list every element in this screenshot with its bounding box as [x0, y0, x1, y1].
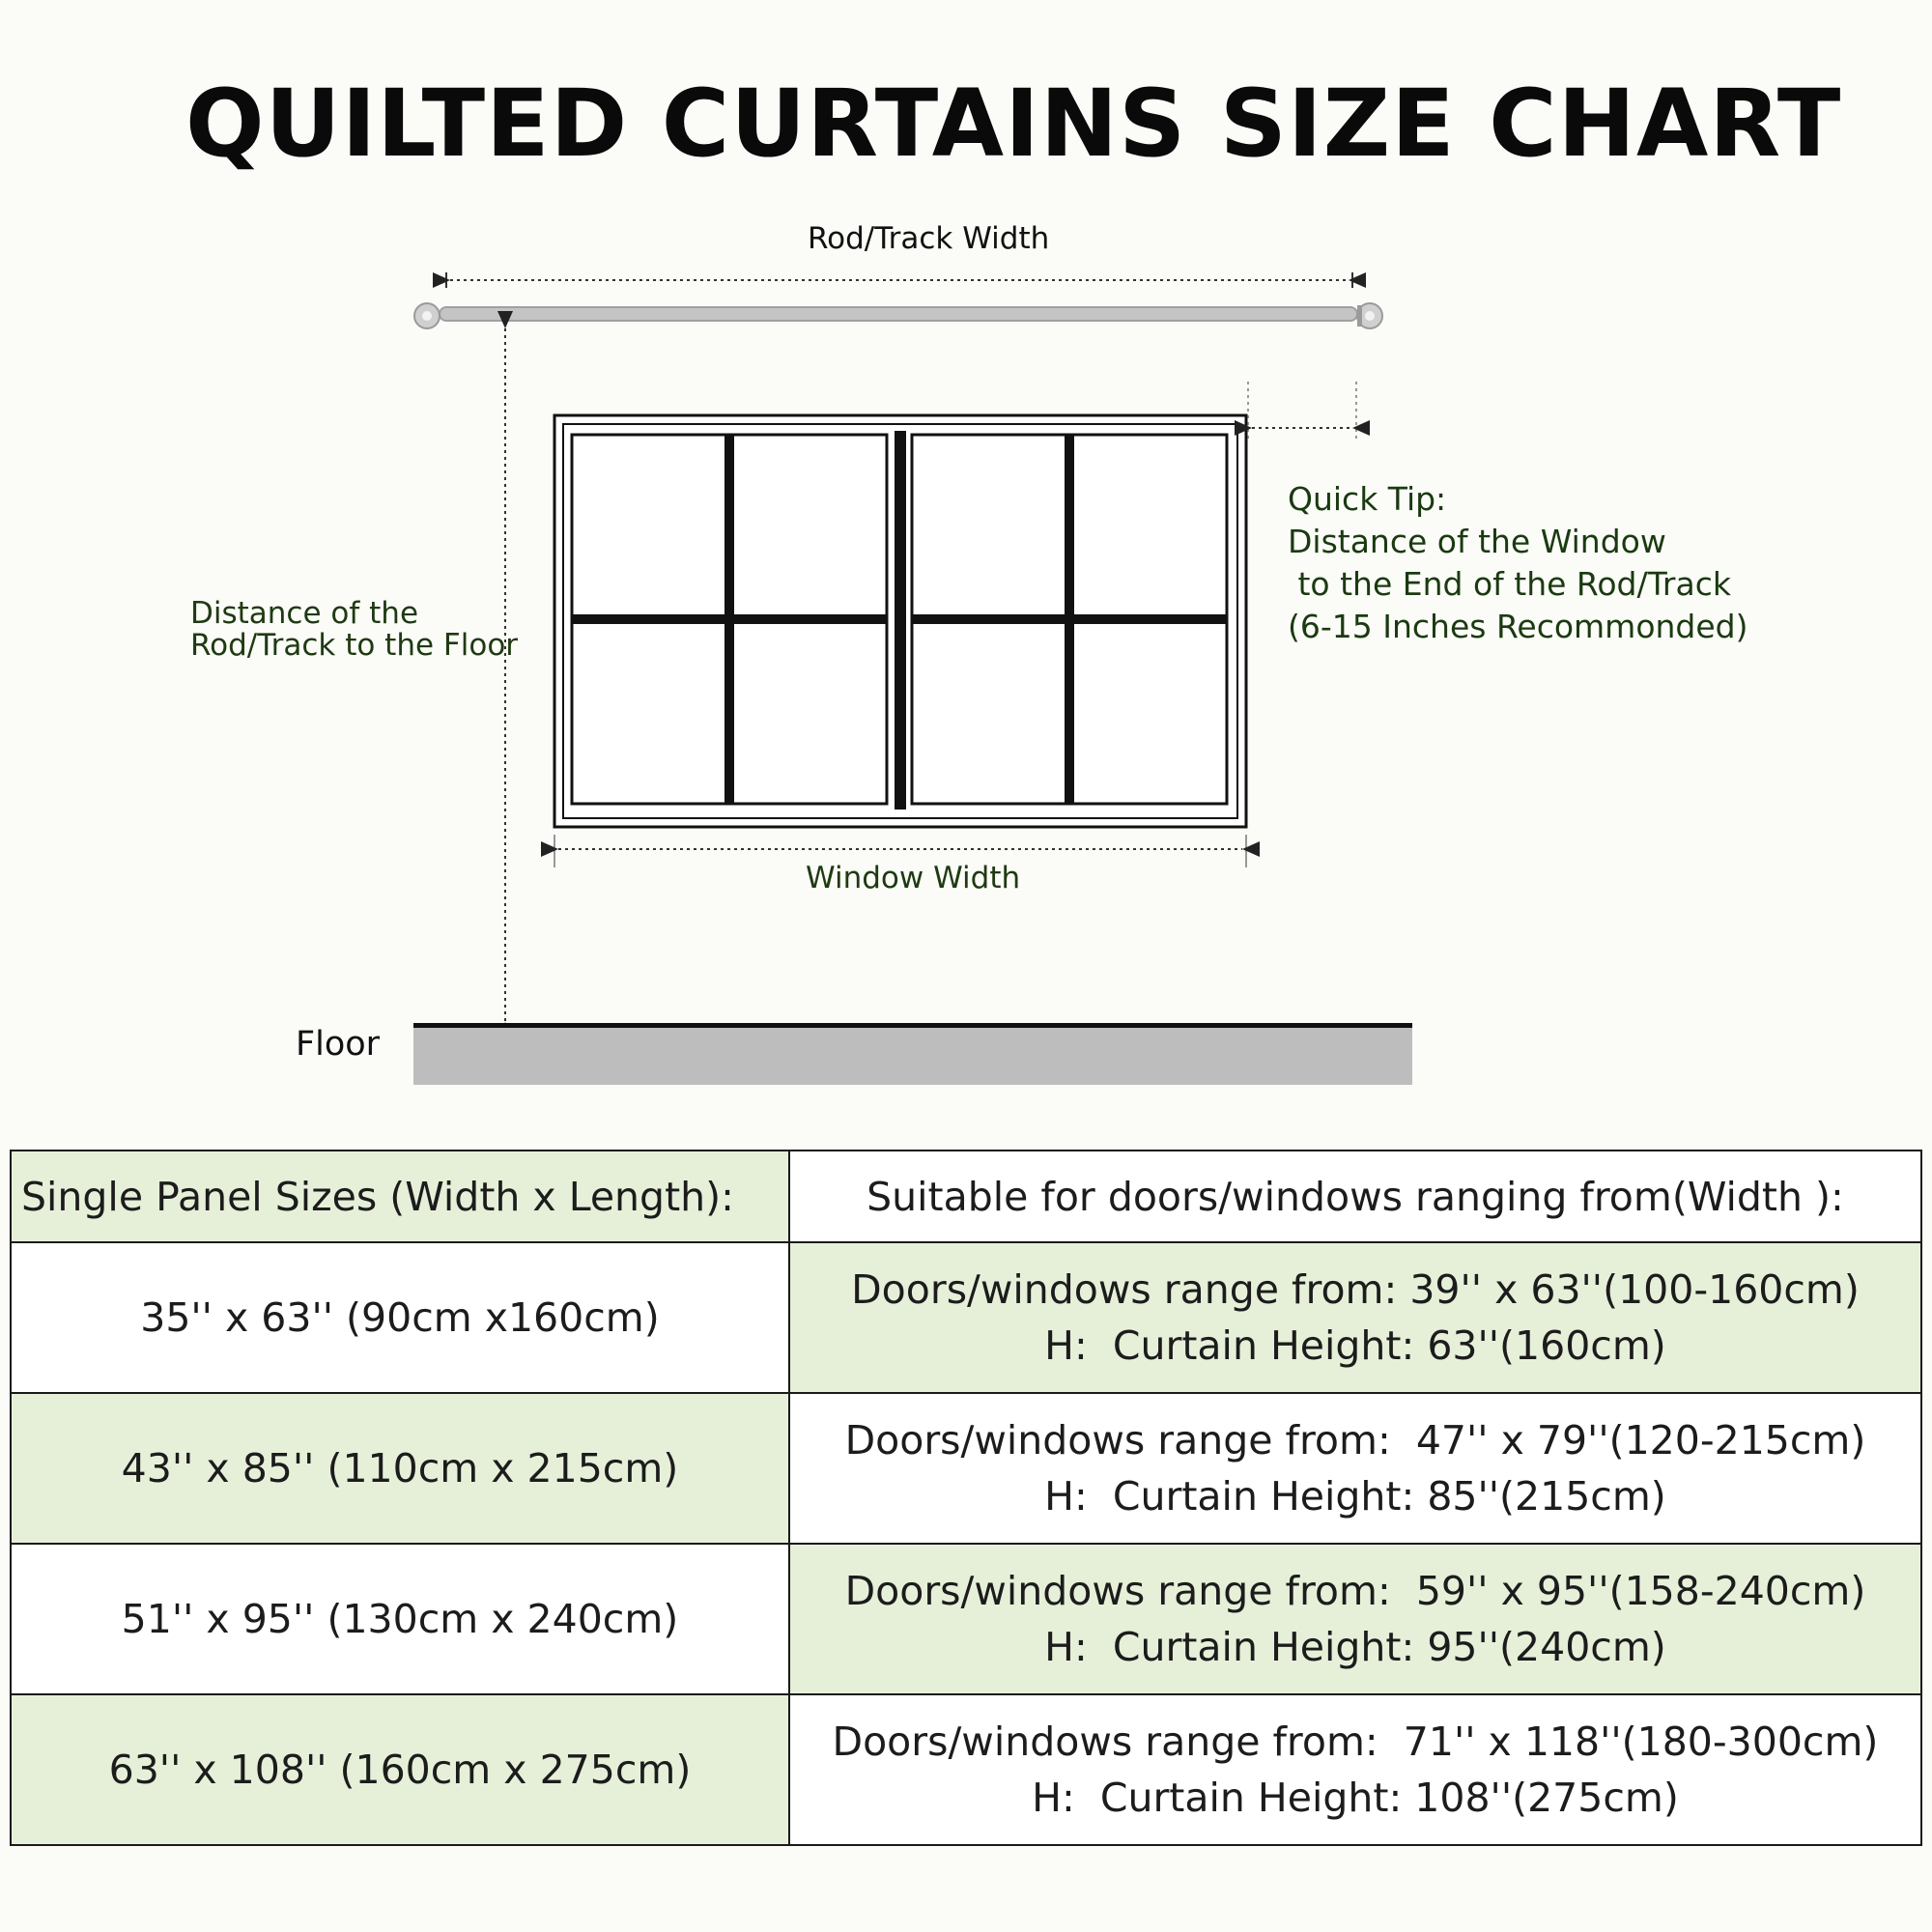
window-to-rod-end-dimension — [1248, 382, 1356, 440]
quick-tip-line: (6-15 Inches Recommonded) — [1288, 608, 1748, 645]
range-text: Doors/windows range from: 59'' x 95''(158-240cm) — [844, 1568, 1866, 1614]
window-width-label: Window Width — [806, 861, 1021, 895]
rod-width-label: Rod/Track Width — [808, 221, 1050, 256]
range-cell — [789, 1393, 1921, 1544]
size-table — [10, 1150, 1922, 1846]
curtain-rod — [414, 303, 1382, 328]
table-row — [11, 1242, 1921, 1393]
rod-floor-label-line2: Rod/Track to the Floor — [190, 628, 519, 663]
range-text: Doors/windows range from: 71'' x 118''(180-300cm) — [832, 1719, 1879, 1765]
window-illustration — [554, 415, 1246, 827]
range-cell — [789, 1544, 1921, 1694]
quick-tip-line: Distance of the Window — [1288, 523, 1666, 560]
floor-label: Floor — [296, 1025, 381, 1064]
header-panel-sizes: Single Panel Sizes (Width x Length): — [11, 1151, 789, 1242]
table-row — [11, 1393, 1921, 1544]
table-row — [11, 1694, 1921, 1845]
rod-width-dimension — [446, 272, 1352, 288]
page-title: QUILTED CURTAINS SIZE CHART — [185, 70, 1842, 178]
quick-tip — [1288, 478, 1748, 648]
panel-size-cell: 51'' x 95'' (130cm x 240cm) — [11, 1544, 789, 1694]
table-header-row — [11, 1151, 1921, 1242]
height-text: H: Curtain Height: 85''(215cm) — [1044, 1473, 1666, 1520]
rod-floor-label-line1: Distance of the — [190, 596, 419, 631]
floor — [413, 1023, 1412, 1085]
header-suitable-range: Suitable for doors/windows ranging from(Width ): — [789, 1151, 1921, 1242]
range-cell — [789, 1694, 1921, 1845]
table-row — [11, 1544, 1921, 1694]
height-text: H: Curtain Height: 95''(240cm) — [1044, 1624, 1666, 1670]
panel-size-cell: 63'' x 108'' (160cm x 275cm) — [11, 1694, 789, 1845]
panel-size-cell: 35'' x 63'' (90cm x160cm) — [11, 1242, 789, 1393]
range-cell — [789, 1242, 1921, 1393]
height-text: H: Curtain Height: 63''(160cm) — [1044, 1322, 1666, 1369]
quick-tip-line: Quick Tip: — [1288, 480, 1447, 518]
panel-size-cell: 43'' x 85'' (110cm x 215cm) — [11, 1393, 789, 1544]
height-text: H: Curtain Height: 108''(275cm) — [1032, 1775, 1679, 1821]
quick-tip-line: to the End of the Rod/Track — [1288, 565, 1731, 603]
range-text: Doors/windows range from: 39'' x 63''(100-160cm) — [851, 1266, 1860, 1313]
range-text: Doors/windows range from: 47'' x 79''(120-215cm) — [844, 1417, 1866, 1463]
